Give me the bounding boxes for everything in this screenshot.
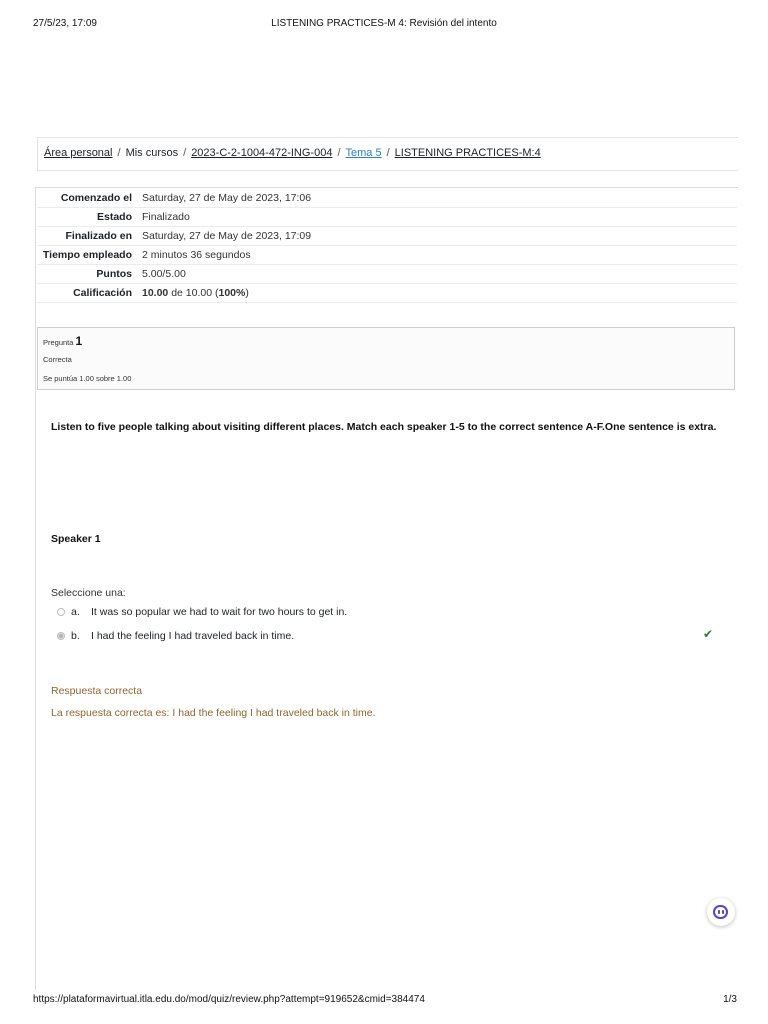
feedback-correct: Respuesta correcta: [51, 685, 143, 697]
breadcrumb: [44, 147, 541, 159]
chat-bot-button[interactable]: [707, 898, 735, 926]
question-prompt: Listen to five people talking about visiting different places. Match each speaker 1-5 to the correct sentence A-F.One sentence is extra.: [51, 421, 717, 433]
summary-value: 2 minutos 36 segundos: [137, 246, 737, 265]
summary-label: Puntos: [37, 265, 137, 284]
summary-label: Calificación: [37, 284, 137, 303]
breadcrumb-separator: /: [183, 147, 187, 159]
breadcrumb-mis-cursos: Mis cursos: [125, 147, 179, 159]
grade-of: de 10.00 (: [168, 287, 219, 299]
page-frame: [35, 187, 738, 990]
grade-score: 10.00: [142, 287, 169, 299]
grade-percent: 100%: [218, 287, 246, 299]
summary-row-grade: [37, 284, 737, 303]
radio-option-b[interactable]: [57, 632, 65, 640]
summary-label: Estado: [37, 208, 137, 227]
feedback-answer: La respuesta correcta es: I had the feeling I had traveled back in time.: [51, 707, 376, 719]
question-state: Correcta: [43, 355, 72, 364]
summary-value: Saturday, 27 de May de 2023, 17:09: [137, 227, 737, 246]
breadcrumb-separator: /: [337, 147, 341, 159]
print-title: LISTENING PRACTICES-M 4: Revisión del intento: [271, 18, 497, 29]
breadcrumb-area-personal[interactable]: Área personal: [44, 147, 113, 159]
summary-value: Saturday, 27 de May de 2023, 17:06: [137, 189, 737, 208]
summary-label: Finalizado en: [37, 227, 137, 246]
print-header: [0, 18, 768, 32]
summary-row: [37, 246, 737, 265]
breadcrumb-separator: /: [386, 147, 390, 159]
speaker-label: Speaker 1: [51, 533, 101, 545]
select-label: Seleccione una:: [51, 587, 126, 599]
summary-label: Comenzado el: [37, 189, 137, 208]
question-number-value: 1: [75, 334, 83, 348]
summary-row: [37, 227, 737, 246]
print-datetime: 27/5/23, 17:09: [33, 18, 97, 29]
breadcrumb-quiz[interactable]: LISTENING PRACTICES-M:4: [394, 147, 541, 159]
answer-option-a[interactable]: [57, 606, 347, 618]
breadcrumb-separator: /: [117, 147, 121, 159]
summary-row: [37, 189, 737, 208]
chat-bot-icon: [713, 905, 728, 919]
question-grade: Se puntúa 1.00 sobre 1.00: [43, 374, 132, 383]
option-text: It was so popular we had to wait for two hours to get in.: [91, 606, 348, 618]
print-url: https://plataformavirtual.itla.edu.do/mod/quiz/review.php?attempt=919652&cmid=384474: [33, 994, 425, 1005]
print-page-number: 1/3: [723, 994, 737, 1005]
option-letter: a.: [71, 606, 80, 618]
attempt-summary-table: [37, 189, 737, 303]
summary-row: [37, 265, 737, 284]
summary-row: [37, 208, 737, 227]
question-number: [43, 334, 82, 348]
breadcrumb-course[interactable]: 2023-C-2-1004-472-ING-004: [191, 147, 333, 159]
check-icon: ✔: [703, 627, 714, 641]
question-prefix: Pregunta: [43, 338, 74, 347]
summary-label: Tiempo empleado: [37, 246, 137, 265]
grade-close: ): [245, 287, 249, 299]
radio-option-a[interactable]: [57, 608, 65, 616]
summary-grade-value: [137, 284, 737, 303]
breadcrumb-tema[interactable]: Tema 5: [345, 147, 382, 159]
option-text: I had the feeling I had traveled back in time.: [91, 630, 295, 642]
breadcrumb-bar: [37, 137, 738, 171]
question-info: [37, 327, 735, 390]
option-letter: b.: [71, 630, 80, 642]
summary-value: Finalizado: [137, 208, 737, 227]
answer-option-b[interactable]: [57, 630, 294, 642]
summary-value: 5.00/5.00: [137, 265, 737, 284]
